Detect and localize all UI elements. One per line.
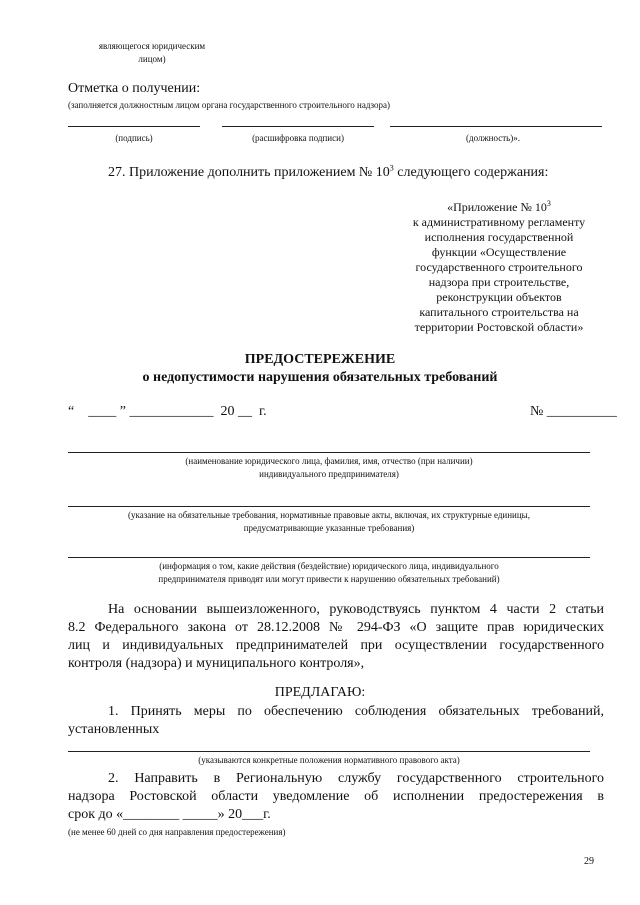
warning-title: ПРЕДОСТЕРЕЖЕНИЕ bbox=[244, 352, 396, 367]
appendix-title-line bbox=[386, 200, 612, 215]
actions-caption-line: (информация о том, какие действия (бездействие) юридического лица, индивидуального bbox=[159, 561, 499, 571]
appendix-line: исполнения государственной bbox=[424, 230, 574, 244]
item-27-text: 27. Приложение дополнить приложением № 10 bbox=[108, 165, 390, 180]
warning-subtitle: о недопустимости нарушения обязательных требований bbox=[142, 370, 498, 385]
requirements-caption-line: (указание на обязательные требования, нормативные правовые акты, включая, их структурные единицы, bbox=[128, 510, 530, 520]
entity-name-caption-line: индивидуального предпринимателя) bbox=[259, 469, 399, 479]
signature-label: (подпись) bbox=[115, 133, 153, 143]
number-blank: __________ bbox=[546, 404, 617, 419]
requirements-line bbox=[68, 506, 590, 507]
date-year-prefix: 20 bbox=[220, 404, 235, 419]
item-27 bbox=[108, 164, 548, 182]
basis-line: На основании вышеизложенного, руководствуясь пунктом 4 части 2 статьи bbox=[108, 602, 604, 617]
number-label: № bbox=[530, 404, 544, 419]
point-1-line: установленных bbox=[68, 722, 160, 737]
point-1 bbox=[68, 703, 604, 739]
point-2-line: срок до «________ _____» 20___г. bbox=[68, 807, 271, 822]
decoding-line bbox=[222, 126, 374, 127]
appendix-line: к административному регламенту bbox=[412, 215, 586, 229]
basis-line: 8.2 Федерального закона от 28.12.2008 № 294-ФЗ «О защите прав юридических bbox=[68, 620, 604, 635]
header-continuation-line: являющегося юридическим bbox=[98, 41, 206, 51]
item-27-text-after: следующего содержания: bbox=[393, 165, 549, 180]
point-2-note: (не менее 60 дней со дня направления предостережения) bbox=[68, 827, 286, 837]
point-2 bbox=[68, 770, 604, 824]
basis-line: лиц и индивидуальных предпринимателей при осуществлении государственного bbox=[68, 638, 604, 653]
header-continuation bbox=[72, 40, 232, 66]
date-year-blank: __ bbox=[237, 404, 252, 419]
item-27-sup: 3 bbox=[389, 163, 394, 173]
propose-heading: ПРЕДЛАГАЮ: bbox=[274, 685, 366, 700]
decoding-label: (расшифровка подписи) bbox=[252, 133, 344, 143]
point-2-line: надзора Ростовской области уведомление об исполнении предостережения в bbox=[68, 789, 604, 804]
requirements-caption bbox=[68, 509, 590, 535]
header-continuation-line: лицом) bbox=[138, 54, 166, 64]
point-1-line: 1. Принять меры по обеспечению соблюдения обязательных требований, bbox=[108, 704, 604, 719]
date-row bbox=[68, 403, 267, 421]
appendix-line: надзора при строительстве, bbox=[428, 275, 570, 289]
date-year-suffix: г. bbox=[258, 404, 267, 419]
point-2-line: 2. Направить в Региональную службу государственного строительного bbox=[108, 771, 604, 786]
page-number: 29 bbox=[584, 856, 594, 867]
appendix-line: функции «Осуществление bbox=[431, 245, 567, 259]
date-open-quote: “ bbox=[68, 404, 75, 419]
entity-name-caption-line: (наименование юридического лица, фамилия, имя, отчество (при наличии) bbox=[185, 456, 473, 466]
signature-line bbox=[68, 126, 200, 127]
appendix-title: «Приложение № 10 bbox=[447, 200, 547, 214]
point-1-blank-line bbox=[68, 751, 590, 752]
entity-name-caption bbox=[68, 455, 590, 481]
date-close-quote: ” bbox=[119, 404, 126, 419]
actions-line bbox=[68, 557, 590, 558]
appendix-line: капитального строительства на bbox=[419, 305, 579, 319]
receipt-note: (заполняется должностным лицом органа государственного строительного надзора) bbox=[68, 100, 391, 110]
receipt-title: Отметка о получении: bbox=[68, 81, 201, 96]
date-month-blank: ____________ bbox=[129, 404, 214, 419]
actions-caption bbox=[68, 560, 590, 586]
appendix-line: территории Ростовской области» bbox=[414, 320, 584, 334]
appendix-sup: 3 bbox=[546, 199, 551, 208]
appendix-line: реконструкции объектов bbox=[436, 290, 562, 304]
position-label: (должность)». bbox=[466, 133, 520, 143]
basis-paragraph bbox=[68, 601, 604, 673]
entity-name-line bbox=[68, 452, 590, 453]
position-line bbox=[390, 126, 602, 127]
appendix-line: государственного строительного bbox=[415, 260, 583, 274]
actions-caption-line: предпринимателя приводят или могут привести к нарушению обязательных требований) bbox=[158, 574, 500, 584]
requirements-caption-line: предусматривающие указанные требования) bbox=[243, 523, 415, 533]
number-field bbox=[530, 403, 617, 421]
date-day-blank: ____ bbox=[88, 404, 117, 419]
basis-line: контроля (надзора) и муниципального контроля», bbox=[68, 656, 365, 671]
point-1-note: (указываются конкретные положения нормативного правового акта) bbox=[198, 755, 460, 765]
appendix-block bbox=[386, 200, 612, 335]
